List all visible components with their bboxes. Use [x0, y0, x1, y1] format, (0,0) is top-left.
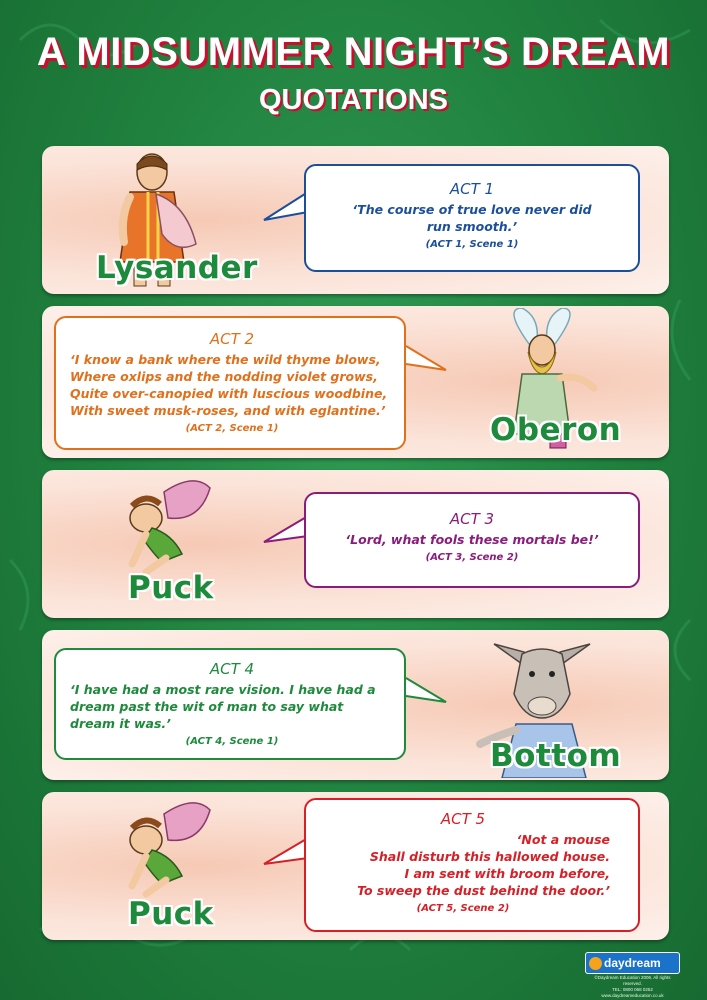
quote-bubble-act3: [304, 492, 640, 588]
quote-panel-act2: [42, 306, 669, 458]
act-label: ACT 2: [209, 330, 255, 348]
quote-text: ‘Lord, what fools these mortals be!’: [345, 532, 599, 547]
act-label: ACT 3: [449, 510, 495, 528]
quote-text: ‘I have had a most rare vision. I have had a dream past the wit of man to say what dream it was.’: [70, 682, 376, 731]
quote-text: ‘Not a mouse Shall disturb this hallowed house. I am sent with broom before, To sweep the dust behind the door.’: [357, 832, 610, 898]
character-name-puck: Puck: [128, 570, 214, 606]
quote-bubble-act4: [54, 648, 406, 760]
quote-reference: (ACT 3, Scene 2): [425, 552, 519, 563]
daydream-logo: [585, 952, 680, 998]
logo-badge: [585, 952, 680, 974]
quote-text: ‘I know a bank where the wild thyme blows, Where oxlips and the nodding violet grows, Quite over-canopied with luscious woodbine, With sweet musk-roses, and with eglantine.’: [70, 352, 388, 418]
quote-panel-act5: [42, 792, 669, 940]
quote-reference: (ACT 2, Scene 1): [185, 423, 279, 434]
speech-bubble-tail: [402, 672, 452, 712]
quote-bubble-act2: [54, 316, 406, 450]
puck-illustration: [106, 478, 216, 578]
act-label: ACT 1: [449, 180, 495, 198]
character-name-oberon: Oberon: [490, 412, 622, 448]
character-name-puck: Puck: [128, 896, 214, 932]
act-label: ACT 5: [440, 810, 486, 828]
poster-subtitle: QUOTATIONS: [258, 84, 449, 116]
quote-reference: (ACT 1, Scene 1): [425, 239, 519, 250]
speech-bubble-tail: [402, 340, 452, 380]
quote-reference: (ACT 4, Scene 1): [185, 736, 279, 747]
character-name-lysander: Lysander: [96, 250, 258, 286]
quote-text: ‘The course of true love never did run smooth.’: [352, 202, 592, 234]
quote-panel-act3: [42, 470, 669, 618]
quote-bubble-act5: [304, 798, 640, 932]
poster-title: A MIDSUMMER NIGHT’S DREAM: [36, 30, 671, 74]
quote-panel-act4: [42, 630, 669, 780]
quote-reference: (ACT 5, Scene 2): [416, 903, 510, 914]
quote-bubble-act1: [304, 164, 640, 272]
logo-fine-print: ©Daydream Education 2006. All rights reserved. TEL: 0800 068 0252 www.daydreameducation.co.uk: [594, 975, 671, 998]
puck-illustration: [106, 800, 216, 900]
act-label: ACT 4: [209, 660, 255, 678]
daydream-logo-icon: [589, 957, 602, 970]
logo-brand-text: daydream: [604, 956, 661, 970]
character-name-bottom: Bottom: [490, 738, 622, 774]
quote-panel-act1: [42, 146, 669, 294]
